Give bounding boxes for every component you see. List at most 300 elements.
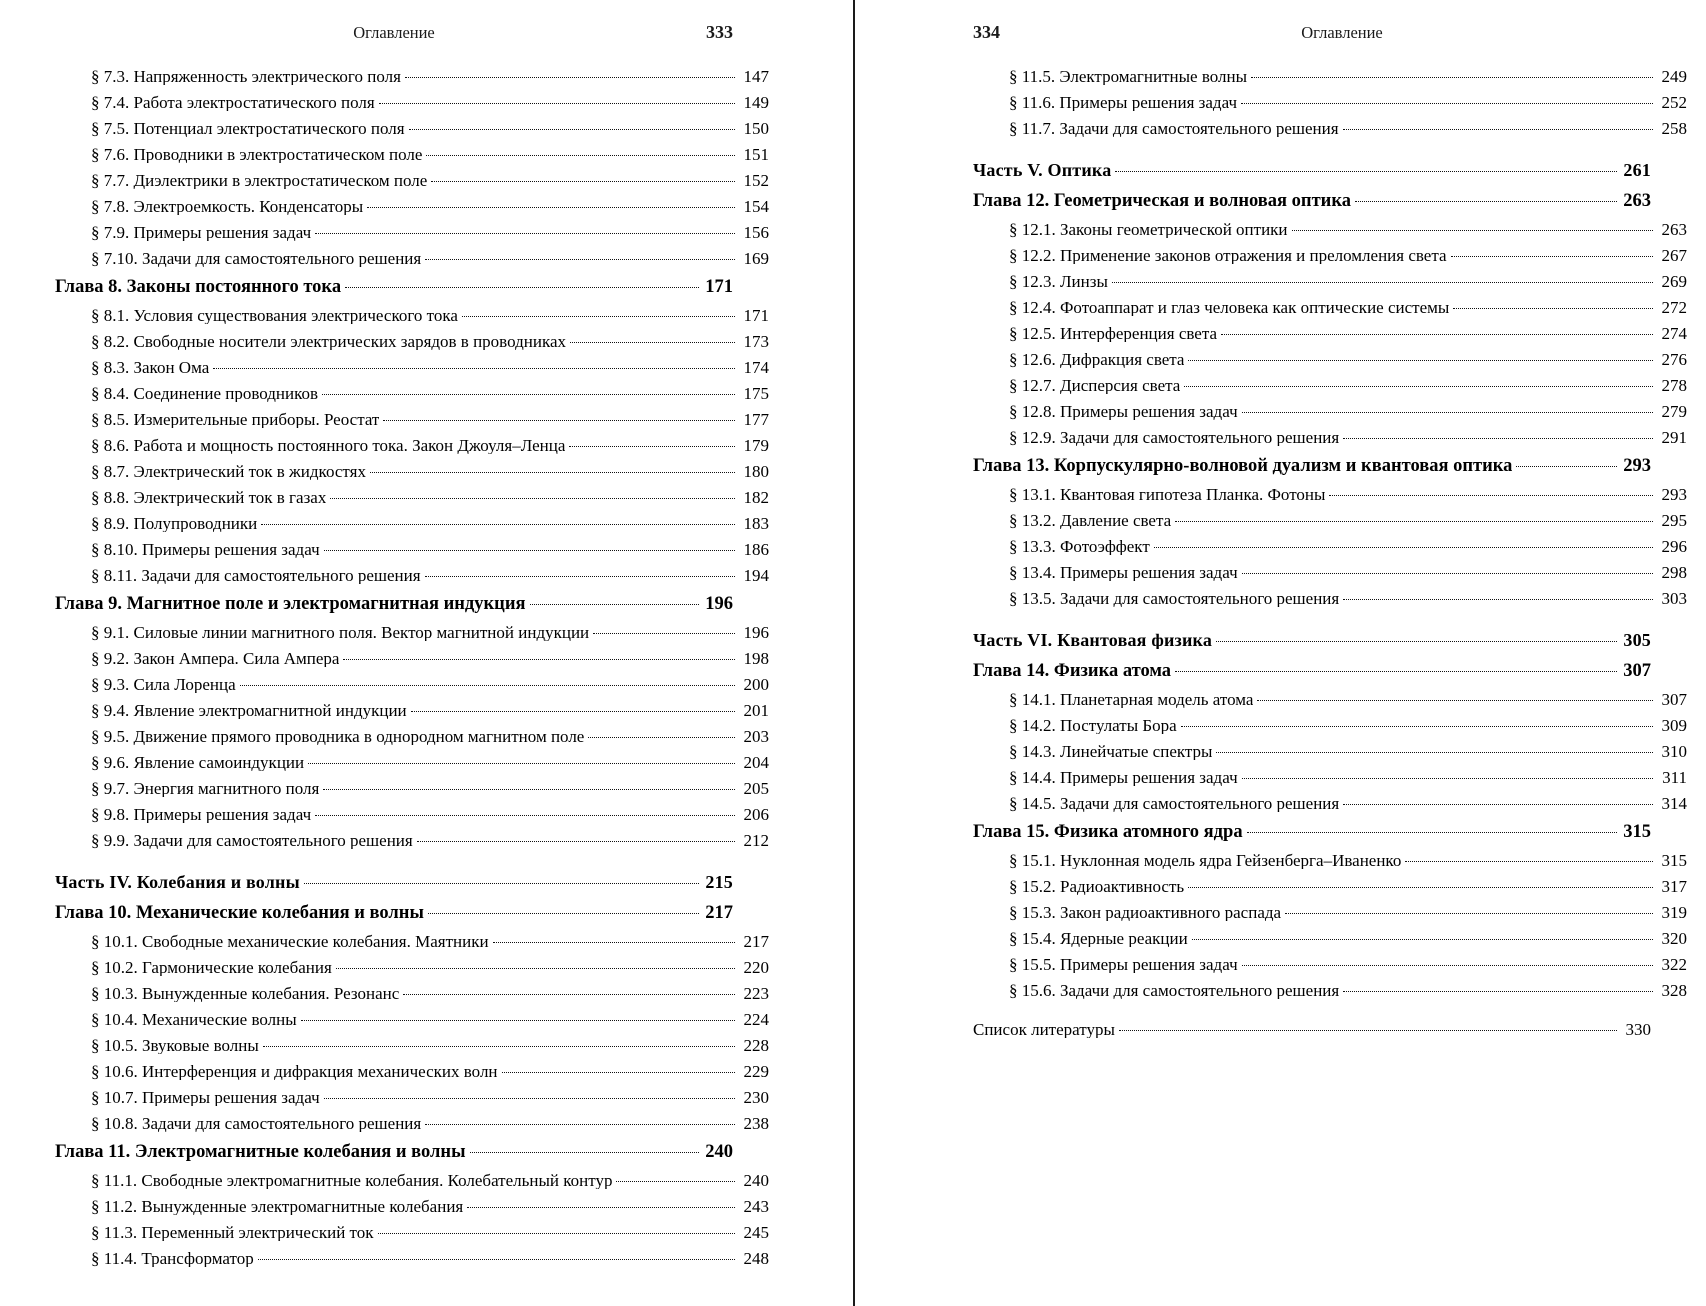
toc-leader-dots (324, 1098, 735, 1099)
toc-entry-section[interactable] (973, 590, 1687, 615)
toc-entry-label: § 7.8. Электроемкость. Конденсаторы (91, 198, 364, 215)
toc-entry-page: 201 (743, 701, 769, 720)
toc-entry-page: 156 (743, 223, 769, 242)
toc-entry-label: § 9.8. Примеры решения задач (91, 806, 312, 823)
toc-entry-label: § 14.3. Линейчатые спектры (1009, 743, 1213, 760)
toc-entry-section[interactable] (973, 68, 1687, 93)
toc-leader-dots (1516, 466, 1617, 467)
toc-entry-label: § 7.7. Диэлектрики в электростатическом поле (91, 172, 428, 189)
toc-entry-section[interactable] (55, 463, 769, 488)
toc-entry-chapter[interactable] (973, 662, 1651, 690)
toc-entry-page: 291 (1661, 428, 1687, 447)
toc-entry-page: 151 (743, 145, 769, 164)
toc-entry-chapter[interactable] (973, 457, 1651, 485)
toc-entry-page: 274 (1661, 324, 1687, 343)
toc-entry-section[interactable] (973, 691, 1687, 716)
toc-entry-page: 230 (743, 1088, 769, 1107)
toc-entry-page: 303 (1661, 589, 1687, 608)
toc-leader-dots (1175, 521, 1653, 522)
toc-entry-page: 228 (743, 1036, 769, 1055)
toc-entry-page: 328 (1661, 981, 1687, 1000)
toc-entry-label: § 8.4. Соединение проводников (91, 385, 319, 402)
toc-entry-section[interactable] (973, 377, 1687, 402)
toc-entry-section[interactable] (55, 676, 769, 701)
toc-entry-section[interactable] (973, 486, 1687, 511)
toc-entry-label: § 14.2. Постулаты Бора (1009, 717, 1177, 734)
toc-entry-section[interactable] (55, 146, 769, 171)
toc-entry-chapter[interactable] (973, 192, 1651, 220)
toc-leader-dots (1242, 412, 1653, 413)
toc-entry-page: 269 (1661, 272, 1687, 291)
toc-entry-page: 194 (743, 566, 769, 585)
toc-entry-section[interactable] (55, 1063, 769, 1088)
toc-entry-section[interactable] (55, 489, 769, 514)
toc-entry-section[interactable] (55, 94, 769, 119)
toc-entry-section[interactable] (55, 1250, 769, 1275)
toc-entry-label: § 9.1. Силовые линии магнитного поля. Вектор магнитной индукции (91, 624, 590, 641)
toc-leader-dots (1251, 77, 1653, 78)
toc-leader-dots (1355, 201, 1617, 202)
toc-entry-page: 261 (1623, 160, 1651, 180)
toc-entry-section[interactable] (55, 959, 769, 984)
toc-entry-page: 200 (743, 675, 769, 694)
toc-entry-page: 330 (1625, 1020, 1651, 1039)
toc-leader-dots (1175, 671, 1617, 672)
toc-entry-section[interactable] (55, 172, 769, 197)
toc-leader-dots (324, 550, 735, 551)
toc-entry-label: Глава 8. Законы постоянного тока (55, 278, 342, 297)
toc-leader-dots (1343, 438, 1653, 439)
toc-leader-dots (417, 841, 735, 842)
toc-leader-dots (616, 1181, 735, 1182)
toc-entry-section[interactable] (973, 429, 1687, 454)
toc-leader-dots (1216, 752, 1653, 753)
left-running-head (55, 22, 733, 62)
toc-entry-label: § 8.3. Закон Ома (91, 359, 210, 376)
toc-leader-dots (493, 942, 735, 943)
toc-entry-page: 147 (743, 67, 769, 86)
toc-entry-section[interactable] (973, 956, 1687, 981)
toc-entry-page: 317 (1661, 877, 1687, 896)
toc-entry-section[interactable] (55, 1115, 769, 1140)
toc-entry-section[interactable] (55, 1198, 769, 1223)
toc-leader-dots (411, 711, 735, 712)
toc-entry-page: 240 (705, 1142, 733, 1162)
toc-entry-section[interactable] (973, 325, 1687, 350)
toc-entry-label: § 8.2. Свободные носители электрических зарядов в проводниках (91, 333, 566, 350)
toc-entry-page: 204 (743, 753, 769, 772)
toc-entry-section[interactable] (973, 538, 1687, 563)
toc-entry-chapter[interactable] (55, 1143, 733, 1171)
toc-entry-section[interactable] (973, 930, 1687, 955)
toc-entry-page: 272 (1661, 298, 1687, 317)
toc-entry-page: 305 (1623, 630, 1651, 650)
toc-entry-section[interactable] (55, 541, 769, 566)
toc-entry-section[interactable] (55, 1172, 769, 1197)
toc-leader-dots (379, 103, 735, 104)
toc-entry-label: Часть IV. Колебания и волны (55, 873, 300, 891)
toc-entry-page: 186 (743, 540, 769, 559)
toc-entry-label: Глава 14. Физика атома (973, 662, 1172, 681)
toc-entry-label: § 15.6. Задачи для самостоятельного решения (1009, 982, 1340, 999)
toc-entry-page: 215 (705, 872, 733, 892)
toc-entry-section[interactable] (55, 832, 769, 857)
toc-entry-label: § 12.6. Дифракция света (1009, 351, 1185, 368)
toc-leader-dots (261, 524, 735, 525)
toc-entry-label: § 11.6. Примеры решения задач (1009, 94, 1237, 111)
toc-entry-page: 171 (743, 306, 769, 325)
toc-entry-label: § 15.4. Ядерные реакции (1009, 930, 1188, 947)
toc-entry-page: 245 (743, 1223, 769, 1242)
toc-entry-section[interactable] (55, 567, 769, 592)
toc-entry-label: Список литературы (973, 1021, 1115, 1038)
toc-entry-label: § 8.11. Задачи для самостоятельного решения (91, 567, 421, 584)
toc-entry-page: 314 (1661, 794, 1687, 813)
toc-entry-page: 217 (705, 903, 733, 923)
toc-leader-dots (378, 1233, 735, 1234)
toc-leader-dots (1154, 547, 1653, 548)
toc-leader-dots (213, 368, 735, 369)
toc-leader-dots (1453, 308, 1653, 309)
toc-leader-dots (383, 420, 735, 421)
toc-leader-dots (1343, 129, 1653, 130)
toc-leader-dots (1343, 991, 1653, 992)
toc-entry-label: § 7.9. Примеры решения задач (91, 224, 312, 241)
toc-leader-dots (1257, 700, 1653, 701)
toc-entry-label: § 11.4. Трансформатор (91, 1250, 254, 1267)
toc-leader-dots (1241, 103, 1653, 104)
toc-entry-section[interactable] (55, 1089, 769, 1114)
toc-leader-dots (470, 1152, 699, 1153)
toc-entry-section[interactable] (55, 1224, 769, 1249)
toc-entry-label: § 15.2. Радиоактивность (1009, 878, 1185, 895)
toc-entry-section[interactable] (973, 982, 1687, 1007)
toc-leader-dots (1112, 282, 1653, 283)
toc-entry-label: § 12.2. Применение законов отражения и преломления света (1009, 247, 1447, 264)
toc-entry-page: 206 (743, 805, 769, 824)
toc-entry-page: 179 (743, 436, 769, 455)
toc-entry-label: § 12.5. Интерференция света (1009, 325, 1218, 342)
toc-entry-page: 169 (743, 249, 769, 268)
toc-entry-label: § 13.4. Примеры решения задач (1009, 564, 1238, 581)
toc-entry-label: § 12.8. Примеры решения задач (1009, 403, 1238, 420)
toc-entry-page: 279 (1661, 402, 1687, 421)
toc-entry-page: 315 (1623, 822, 1651, 842)
toc-entry-page: 319 (1661, 903, 1687, 922)
toc-entry-label: § 12.9. Задачи для самостоятельного решения (1009, 429, 1340, 446)
toc-entry-section[interactable] (55, 333, 769, 358)
toc-entry-page: 278 (1661, 376, 1687, 395)
toc-entry-section[interactable] (973, 904, 1687, 929)
toc-leader-dots (502, 1072, 735, 1073)
toc-entry-page: 174 (743, 358, 769, 377)
toc-leader-dots (1405, 861, 1653, 862)
toc-leader-dots (1188, 887, 1653, 888)
toc-entry-label: § 9.7. Энергия магнитного поля (91, 780, 320, 797)
toc-entry-label: § 7.4. Работа электростатического поля (91, 94, 375, 111)
toc-entry-page: 175 (743, 384, 769, 403)
toc-entry-label: § 13.3. Фотоэффект (1009, 538, 1150, 555)
toc-leader-dots (304, 883, 699, 884)
toc-entry-page: 258 (1661, 119, 1687, 138)
right-page-number: 334 (973, 22, 1000, 42)
toc-leader-dots (403, 994, 735, 995)
toc-entry-label: § 10.4. Механические волны (91, 1011, 297, 1028)
toc-entry-page: 229 (743, 1062, 769, 1081)
toc-entry-section[interactable] (55, 702, 769, 727)
toc-entry-page: 296 (1661, 537, 1687, 556)
toc-entry-label: Глава 10. Механические колебания и волны (55, 904, 424, 923)
toc-entry-section[interactable] (973, 120, 1687, 145)
toc-leader-dots (425, 1124, 735, 1125)
toc-leader-dots (1285, 913, 1653, 914)
toc-entry-chapter[interactable] (55, 595, 733, 623)
toc-entry-chapter[interactable] (55, 278, 733, 306)
toc-entry-section[interactable] (973, 743, 1687, 768)
toc-leader-dots (588, 737, 735, 738)
toc-entry-part[interactable] (55, 873, 733, 901)
toc-leader-dots (343, 659, 735, 660)
toc-entry-section[interactable] (973, 221, 1687, 246)
toc-entry-page: 249 (1661, 67, 1687, 86)
toc-leader-dots (530, 604, 699, 605)
toc-entry-label: § 9.3. Сила Лоренца (91, 676, 236, 693)
toc-entry-section[interactable] (55, 68, 769, 93)
toc-entry-page: 263 (1623, 191, 1651, 211)
toc-entry-section[interactable] (55, 437, 769, 462)
toc-entry-section[interactable] (973, 512, 1687, 537)
toc-entry-section[interactable] (973, 852, 1687, 877)
toc-entry-label: § 10.7. Примеры решения задач (91, 1089, 320, 1106)
toc-leader-dots (1292, 230, 1653, 231)
toc-leader-dots (258, 1259, 735, 1260)
toc-entry-section[interactable] (973, 717, 1687, 742)
toc-entry-page: 293 (1661, 485, 1687, 504)
toc-leader-dots (405, 77, 735, 78)
toc-leader-dots (323, 789, 735, 790)
toc-entry-section[interactable] (973, 564, 1687, 589)
right-running-head (973, 22, 1651, 62)
toc-leader-dots (240, 685, 735, 686)
toc-entry-section[interactable] (55, 515, 769, 540)
toc-entry-label: Глава 12. Геометрическая и волновая оптика (973, 192, 1351, 211)
toc-leader-dots (1115, 171, 1617, 172)
toc-entry-label: § 8.9. Полупроводники (91, 515, 258, 532)
toc-entry-section[interactable] (55, 359, 769, 384)
toc-entry-page: 248 (743, 1249, 769, 1268)
toc-entry-label: § 12.1. Законы геометрической оптики (1009, 221, 1288, 238)
toc-entry-label: Часть V. Оптика (973, 161, 1112, 179)
left-page-number: 333 (706, 22, 733, 42)
toc-leader-dots (569, 446, 735, 447)
toc-entry-section[interactable] (973, 299, 1687, 324)
toc-entry-page: 180 (743, 462, 769, 481)
toc-leader-dots (1221, 334, 1653, 335)
toc-entry-page: 307 (1661, 690, 1687, 709)
toc-entry-label: § 13.1. Квантовая гипотеза Планка. Фотоны (1009, 486, 1326, 503)
toc-entry-label: § 15.1. Нуклонная модель ядра Гейзенберга–Иваненко (1009, 852, 1402, 869)
toc-entry-label: Глава 15. Физика атомного ядра (973, 823, 1243, 842)
toc-entry-page: 152 (743, 171, 769, 190)
toc-leader-dots (1329, 495, 1653, 496)
toc-entry-label: § 15.3. Закон радиоактивного распада (1009, 904, 1282, 921)
toc-entry-section[interactable] (55, 650, 769, 675)
toc-entry-label: § 15.5. Примеры решения задач (1009, 956, 1238, 973)
toc-entry-page: 177 (743, 410, 769, 429)
toc-entry-page: 205 (743, 779, 769, 798)
toc-entry-section[interactable] (55, 780, 769, 805)
toc-entry-page: 196 (705, 594, 733, 614)
toc-leader-dots (1343, 804, 1653, 805)
toc-entry-page: 307 (1623, 661, 1651, 681)
toc-entry-page: 183 (743, 514, 769, 533)
toc-entry-label: § 11.5. Электромагнитные волны (1009, 68, 1248, 85)
toc-entry-page: 240 (743, 1171, 769, 1190)
toc-entry-label: § 14.1. Планетарная модель атома (1009, 691, 1254, 708)
toc-entry-page: 322 (1661, 955, 1687, 974)
toc-entry-label: § 8.6. Работа и мощность постоянного тока. Закон Джоуля–Ленца (91, 437, 566, 454)
toc-leader-dots (425, 576, 735, 577)
toc-leader-dots (467, 1207, 735, 1208)
toc-entry-section[interactable] (55, 728, 769, 753)
toc-entry-label: § 14.5. Задачи для самостоятельного решения (1009, 795, 1340, 812)
toc-entry-section[interactable] (55, 1011, 769, 1036)
toc-entry-label: § 9.4. Явление электромагнитной индукции (91, 702, 407, 719)
toc-entry-chapter[interactable] (973, 823, 1651, 851)
toc-entry-label: § 12.4. Фотоаппарат и глаз человека как оптические системы (1009, 299, 1450, 316)
toc-entry-chapter[interactable] (55, 904, 733, 932)
toc-leader-dots (301, 1020, 735, 1021)
toc-entry-page: 220 (743, 958, 769, 977)
right-page (853, 0, 1706, 1306)
toc-leader-dots (462, 316, 735, 317)
toc-entry-label: § 10.3. Вынужденные колебания. Резонанс (91, 985, 400, 1002)
left-running-head-title: Оглавление (353, 23, 435, 42)
toc-leader-dots (322, 394, 735, 395)
toc-entry-section[interactable] (55, 250, 769, 275)
toc-leader-dots (426, 155, 735, 156)
toc-leader-dots (431, 181, 735, 182)
toc-entry-label: § 11.2. Вынужденные электромагнитные колебания (91, 1198, 464, 1215)
toc-entry-label: Глава 13. Корпускулярно-волновой дуализм и квантовая оптика (973, 457, 1513, 476)
toc-leader-dots (570, 342, 735, 343)
toc-entry-page: 171 (705, 277, 733, 297)
toc-entry-page: 263 (1661, 220, 1687, 239)
toc-entry-section[interactable] (973, 795, 1687, 820)
toc-leader-dots (263, 1046, 735, 1047)
toc-entry-section[interactable] (973, 273, 1687, 298)
right-toc-list (973, 67, 1687, 1048)
toc-entry-part[interactable] (973, 161, 1651, 189)
toc-leader-dots (1242, 573, 1653, 574)
toc-entry-section[interactable] (55, 754, 769, 779)
toc-leader-dots (1119, 1030, 1617, 1031)
toc-entry-section[interactable] (973, 403, 1687, 428)
toc-entry-label: § 10.5. Звуковые волны (91, 1037, 259, 1054)
toc-entry-page: 309 (1661, 716, 1687, 735)
toc-leader-dots (370, 472, 735, 473)
toc-entry-section[interactable] (55, 307, 769, 332)
toc-entry-section[interactable] (55, 224, 769, 249)
toc-leader-dots (1343, 599, 1653, 600)
toc-entry-label: § 10.1. Свободные механические колебания. Маятники (91, 933, 489, 950)
toc-entry-page: 238 (743, 1114, 769, 1133)
toc-entry-page: 198 (743, 649, 769, 668)
toc-entry-page: 243 (743, 1197, 769, 1216)
toc-entry-page: 267 (1661, 246, 1687, 265)
toc-entry-page: 150 (743, 119, 769, 138)
toc-leader-dots (1451, 256, 1653, 257)
toc-entry-page: 310 (1661, 742, 1687, 761)
toc-leader-dots (336, 968, 735, 969)
toc-entry-section[interactable] (55, 933, 769, 958)
toc-leader-dots (1188, 360, 1653, 361)
toc-entry-label: § 9.5. Движение прямого проводника в однородном магнитном поле (91, 728, 585, 745)
toc-entry-label: § 8.8. Электрический ток в газах (91, 489, 327, 506)
toc-entry-page: 298 (1661, 563, 1687, 582)
toc-entry-label: § 13.5. Задачи для самостоятельного решения (1009, 590, 1340, 607)
toc-leader-dots (593, 633, 735, 634)
toc-entry-section[interactable] (973, 247, 1687, 272)
toc-entry-section[interactable] (55, 624, 769, 649)
toc-entry-label: § 11.3. Переменный электрический ток (91, 1224, 374, 1241)
toc-leader-dots (1181, 726, 1653, 727)
toc-entry-page: 212 (743, 831, 769, 850)
toc-leader-dots (1247, 832, 1617, 833)
toc-entry-label: § 7.6. Проводники в электростатическом поле (91, 146, 423, 163)
toc-entry-page: 276 (1661, 350, 1687, 369)
toc-entry-page: 173 (743, 332, 769, 351)
toc-entry-label: Часть VI. Квантовая физика (973, 631, 1213, 649)
toc-leader-dots (1192, 939, 1653, 940)
toc-entry-label: § 13.2. Давление света (1009, 512, 1172, 529)
toc-entry-section[interactable] (973, 94, 1687, 119)
toc-entry-label: § 9.6. Явление самоиндукции (91, 754, 305, 771)
toc-entry-section[interactable] (973, 769, 1687, 794)
toc-entry-page: 311 (1662, 768, 1687, 787)
toc-leader-dots (308, 763, 735, 764)
toc-entry-section[interactable] (55, 411, 769, 436)
toc-entry-plain[interactable] (973, 1021, 1651, 1048)
toc-leader-dots (1242, 965, 1653, 966)
toc-entry-section[interactable] (55, 198, 769, 223)
toc-entry-page: 149 (743, 93, 769, 112)
toc-entry-section[interactable] (55, 120, 769, 145)
toc-leader-dots (345, 287, 699, 288)
toc-leader-dots (1242, 778, 1653, 779)
toc-entry-page: 224 (743, 1010, 769, 1029)
toc-entry-section[interactable] (973, 351, 1687, 376)
left-toc-list (55, 67, 769, 1275)
toc-entry-section[interactable] (55, 985, 769, 1010)
toc-entry-section[interactable] (973, 878, 1687, 903)
toc-entry-part[interactable] (973, 631, 1651, 659)
toc-leader-dots (330, 498, 735, 499)
toc-entry-label: § 8.1. Условия существования электрического тока (91, 307, 458, 324)
toc-entry-section[interactable] (55, 1037, 769, 1062)
toc-entry-page: 223 (743, 984, 769, 1003)
toc-leader-dots (409, 129, 735, 130)
toc-leader-dots (425, 259, 735, 260)
toc-entry-label: § 7.3. Напряженность электрического поля (91, 68, 401, 85)
toc-leader-dots (1216, 641, 1617, 642)
toc-leader-dots (315, 233, 735, 234)
toc-entry-page: 320 (1661, 929, 1687, 948)
toc-leader-dots (428, 913, 699, 914)
toc-leader-dots (315, 815, 735, 816)
toc-entry-section[interactable] (55, 806, 769, 831)
toc-entry-section[interactable] (55, 385, 769, 410)
